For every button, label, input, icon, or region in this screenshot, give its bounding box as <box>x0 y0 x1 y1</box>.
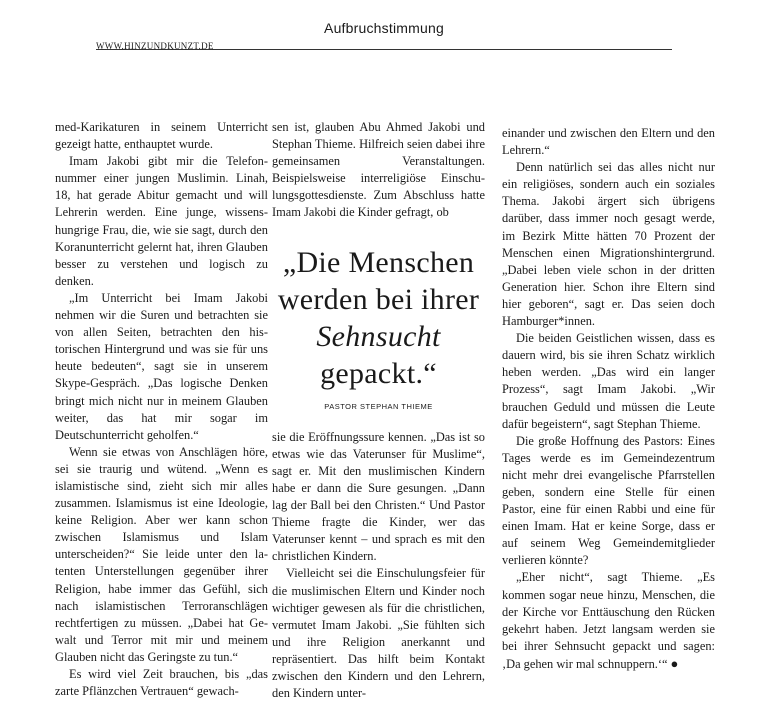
site-url: WWW.HINZUNDKUNZT.DE <box>96 41 214 51</box>
paragraph-text: „Eher nicht“, sagt Thieme. „Es kommen sogar neue hinzu, Menschen, die der Kirche vor Enttäuschung den Rücken gekehrt haben. Jetzt langsam werden sie bei ihrer Sehnsucht gepackt und sagen: ‚Da gehen wir mal schnuppern.‘“ <box>502 570 715 671</box>
paragraph: Imam Jakobi gibt mir die Telefonnummer einer jungen Muslimin. Linah, 18, hat gerade Abitur gemacht und will Lehrerin werden. Eine junge, wissenshungrige Frau, die, wie sie sagt, durch den Koranunterricht gelernt hat, ihren Glauben besser zu verstehen und logisch zu denken. <box>55 154 268 288</box>
article-column-1 <box>55 119 268 700</box>
end-mark-icon: ● <box>670 655 679 671</box>
paragraph: Die beiden Geistlichen wissen, dass es dauern wird, bis sie ihren Schatz wirklich heben werden. „Das wird ein langer Prozess“, sagt Imam Jakobi. „Wir brauchen Geduld und müssen die Leute dafür begeistern“, sagt Stephan Thieme. <box>502 331 715 431</box>
pull-quote-text <box>272 244 485 392</box>
paragraph-last <box>502 569 715 673</box>
header-rule <box>96 49 672 50</box>
paragraph: sie die Eröffnungssure kennen. „Das ist so etwas wie das Vaterunser für Muslime“, sagt er. Mit den muslimischen Kindern habe er dann die Sure gesungen. „Dann lag der Ball bei den Christen.“ Und Pastor Thieme fragte die Kinder, wer das Vaterunser kennt – und sprach es mit den christlichen Kindern. <box>272 429 485 564</box>
paragraph: med-Karikaturen in seinem Unterricht gezeigt hatte, enthauptet wurde. <box>55 120 268 152</box>
paragraph: Denn natürlich sei das alles nicht nur ein religiöses, sondern auch ein soziales Thema. Jakobi ärgert sich übrigens darüber, dass immer noch gesagt werde, im Bezirk Mitte hätten 70 Prozent der Menschen einen Migrationshintergrund. „Dabei leben viele schon in der dritten Generation hier. Schon ihre Eltern sind hier geboren“, sagt er. Das seien doch Hamburger*innen. <box>502 160 715 329</box>
paragraph: „Im Unterricht bei Imam Jakobi nehmen wir die Suren und betrachten sie von allen Seiten, betrachten den historischen Hintergrund und was sie für uns heute bedeuten“, sagt sie in unserem Skype-Gespräch. „Das logische Denken bringt mich nicht nur in meinem Glauben weiter, das hat mir sogar im Deutschunterricht geholfen.“ <box>55 290 268 442</box>
paragraph: Die große Hoffnung des Pastors: Eines Tages werde es im Gemeindezentrum nicht mehr drei evangelische Pfarrstellen geben, sondern eine Stelle für einen Pastor, eine für einen Rabbi und eine für einen Imam. Hat er keine Sorge, dass er auf seinem Weg Gemeindemitglieder verlieren könnte? <box>502 433 715 568</box>
pull-quote-attribution: PASTOR STEPHAN THIEME <box>324 401 433 411</box>
article-column-2 <box>272 119 485 702</box>
paragraph: Wenn sie etwas von Anschlägen höre, sei sie traurig und wütend. „Wenn es islamistische sind, zieht sich mir alles zusammen. Islamismus ist eine Ideologie, keine Religion. Aber wer kann schon zwischen Islamismus und Islam unterscheiden?“ Sie leide unter den latenten Unterstellungen gegenüber ihrer Religion, habe immer das Gefühl, sich nach islamistischen Terroranschlägen rechtfertigen zu müssen. „Dabei hat Gewalt und Terror mit mir und meinem Glauben nicht das Geringste zu tun.“ <box>55 444 268 664</box>
paragraph: Vielleicht sei die Einschulungsfeier für die muslimischen Eltern und Kinder noch wichtiger gewesen als für die christlichen, vermutet Imam Jakobi. „Sie fühlten sich und ihre Religion anerkannt und repräsentiert. Das hilft beim Kontakt zwischen den Kindern und den Lehrern, den Kindern unter- <box>272 566 485 701</box>
pull-quote <box>272 244 485 415</box>
paragraph: Es wird viel Zeit brauchen, bis „das zarte Pflänzchen Vertrauen“ gewach- <box>55 667 268 699</box>
page-title: Aufbruchstimmung <box>324 20 444 36</box>
pull-quote-before: „Die Menschen werden bei ihrer <box>277 245 480 316</box>
paragraph: einander und zwischen den Eltern und den Lehrern.“ <box>502 126 715 158</box>
paragraph: sen ist, glauben Abu Ahmed Jakobi und Stephan Thieme. Hilfreich seien dabei ihre gemeinsamen Veranstaltungen. Beispielsweise interreligiöse Einschulungsgottesdienste. Zum Abschluss hatte Imam Jakobi die Kinder gefragt, ob <box>272 120 485 220</box>
article-column-3 <box>502 125 715 673</box>
pull-quote-after: gepackt.“ <box>320 356 437 390</box>
pull-quote-emphasis: Sehnsucht <box>316 319 441 353</box>
